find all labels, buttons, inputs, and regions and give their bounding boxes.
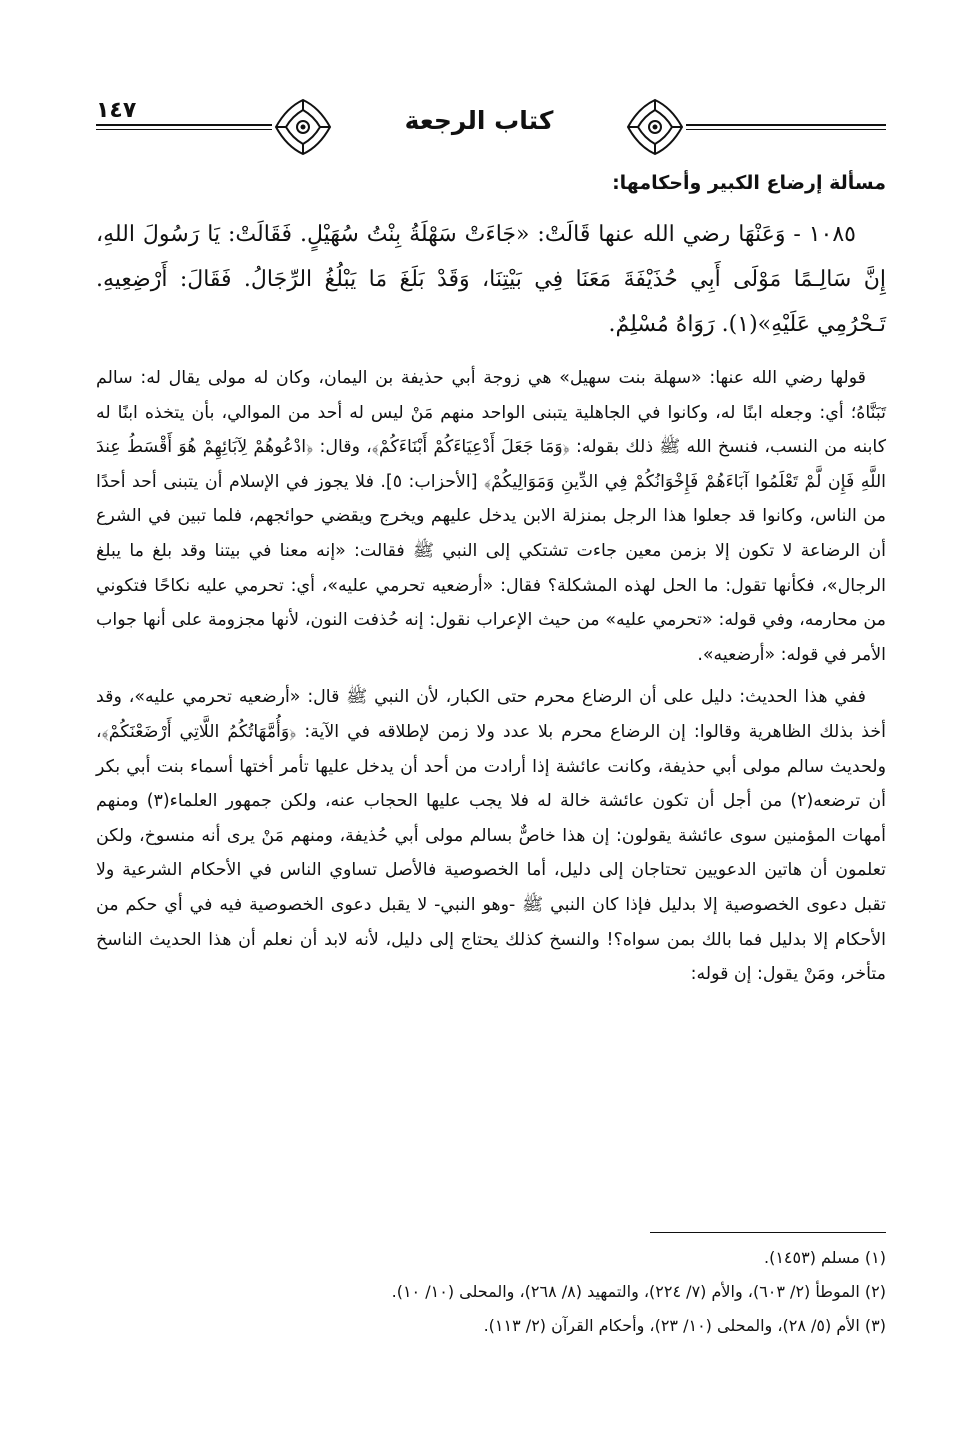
book-title: كتاب الرجعة <box>334 106 624 135</box>
footnote: (٣) الأم (٥/ ٢٨)، والمحلى (١٠/ ٢٣)، وأحكام القرآن (٢/ ١١٣). <box>483 1316 886 1335</box>
footnote-separator <box>650 1232 886 1233</box>
section-heading: مسألة إرضاع الكبير وأحكامها: <box>612 172 886 194</box>
footnote: (٢) الموطأ (٢/ ٦٠٣)، والأم (٧/ ٢٢٤)، والتمهيد (٨/ ٢٦٨)، والمحلى (١٠/ ١٠). <box>391 1282 886 1301</box>
page-content <box>96 172 886 1000</box>
left-ornament-icon <box>272 96 334 158</box>
footnotes <box>96 1232 886 1343</box>
hadith-text: ١٠٨٥ - وَعَنْهَا رضي الله عنها قَالَتْ: «جَاءَتْ سَهْلَةُ بِنْتُ سُهَيْلٍ. فَقَالَتْ: يَا رَسُولَ اللهِ، إِنَّ سَالِـمًا مَوْلَى أَبِي حُذَيْفَةَ مَعَنَا فِي بَيْتِنَا، وَقَدْ بَلَغَ مَا يَبْلُغُ الرِّجَالُ. فَقَالَ: أَرْضِعِيهِ. تَـحْرُمِي عَلَيْهِ»(١). رَوَاهُ مُسْلِمٌ. <box>96 222 886 337</box>
footnote: (١) مسلم (١٤٥٣). <box>764 1248 886 1267</box>
page-number: ١٤٧ <box>96 98 137 123</box>
right-ornament-icon <box>624 96 686 158</box>
page-header <box>96 96 886 158</box>
commentary-paragraph: ففي هذا الحديث: دليل على أن الرضاع محرم حتى الكبار، لأن النبي ﷺ قال: «أرضعيه تحرمي عليه»، وقد أخذ بذلك الظاهرية وقالوا: إن الرضاع محرم بلا عدد ولا زمن لإطلاقه في الآية: ﴿وَأُمَّهَاتُكُمُ اللَّاتِي أَرْضَعْنَكُمْ﴾، ولحديث سالم مولى أبي حذيفة، وكانت عائشة إذا أرادت من أحد أن يدخل عليها تأمر أختها أسماء بنت أبي بكر أن ترضعه(٢) من أجل أن تكون عائشة خالة له فلا يجب عليها الحجاب عنه، ولكن جمهور العلماء(٣) ومنهم أمهات المؤمنين سوى عائشة يقولون: إن هذا خاصٌّ بسالم مولى أبي حُذيفة، ومنهم مَنْ يرى أنه منسوخ، ولكن تعلمون أن هاتين الدعويين تحتاجان إلى دليل، أما الخصوصية فالأصل تساوي الناس في الأحكام الشرعية ولا تقبل دعوى الخصوصية إلا بدليل فإذا كان النبي ﷺ -وهو النبي- لا يقبل دعوى الخصوصية فيه في أي حكم من الأحكام إلا بدليل فما بالك بمن سواه؟! والنسخ كذلك يحتاج إلى دليل، لأنه لابد أن نعلم أن هذا الحديث الناسخ متأخر، ومَنْ يقول: إن قوله: <box>96 687 886 985</box>
commentary-paragraph: قولها رضي الله عنها: «سهلة بنت سهيل» هي زوجة أبي حذيفة بن اليمان، وكان له مولى يقال له: سالم تَبَنَّاهُ؛ أي: وجعله ابنًا له، وكانوا في الجاهلية يتبنى الواحد منهم مَنْ ليس له أحد من الموالي، بأن يتخذه ابنًا له كابنه من النسب، فنسخ الله ﷺ ذلك بقوله: ﴿وَمَا جَعَلَ أَدْعِيَاءَكُمْ أَبْنَاءَكُمْ﴾، وقال: ﴿ادْعُوهُمْ لِآبَائِهِمْ هُوَ أَقْسَطُ عِندَ اللَّهِ فَإِن لَّمْ تَعْلَمُوا آبَاءَهُمْ فَإِخْوَانُكُمْ فِي الدِّينِ وَمَوَالِيكُمْ﴾ [الأحزاب: ٥]. فلا يجوز في الإسلام أن يتبنى أحد أحدًا من الناس، وكانوا قد جعلوا هذا الرجل بمنزلة الابن يدخل عليهم ويخرج ويقضي حوائجهم، فلما تبين في الشرع أن الرضاعة لا تكون إلا بزمن معين جاءت تشتكي إلى النبي ﷺ فقالت: «إنه معنا في بيتنا وقد بلغ ما يبلغ الرجال»، فكأنها تقول: ما الحل لهذه المشكلة؟ فقال: «أرضعيه تحرمي عليه»، أي: تحرمي عليه نكاحًا فتكوني من محارمه، وفي قوله: «تحرمي عليه» من حيث الإعراب نقول: إنه حُذفت النون، لأنها مجزومة على أنها جواب الأمر في قوله: «أرضعيه». <box>96 368 886 665</box>
